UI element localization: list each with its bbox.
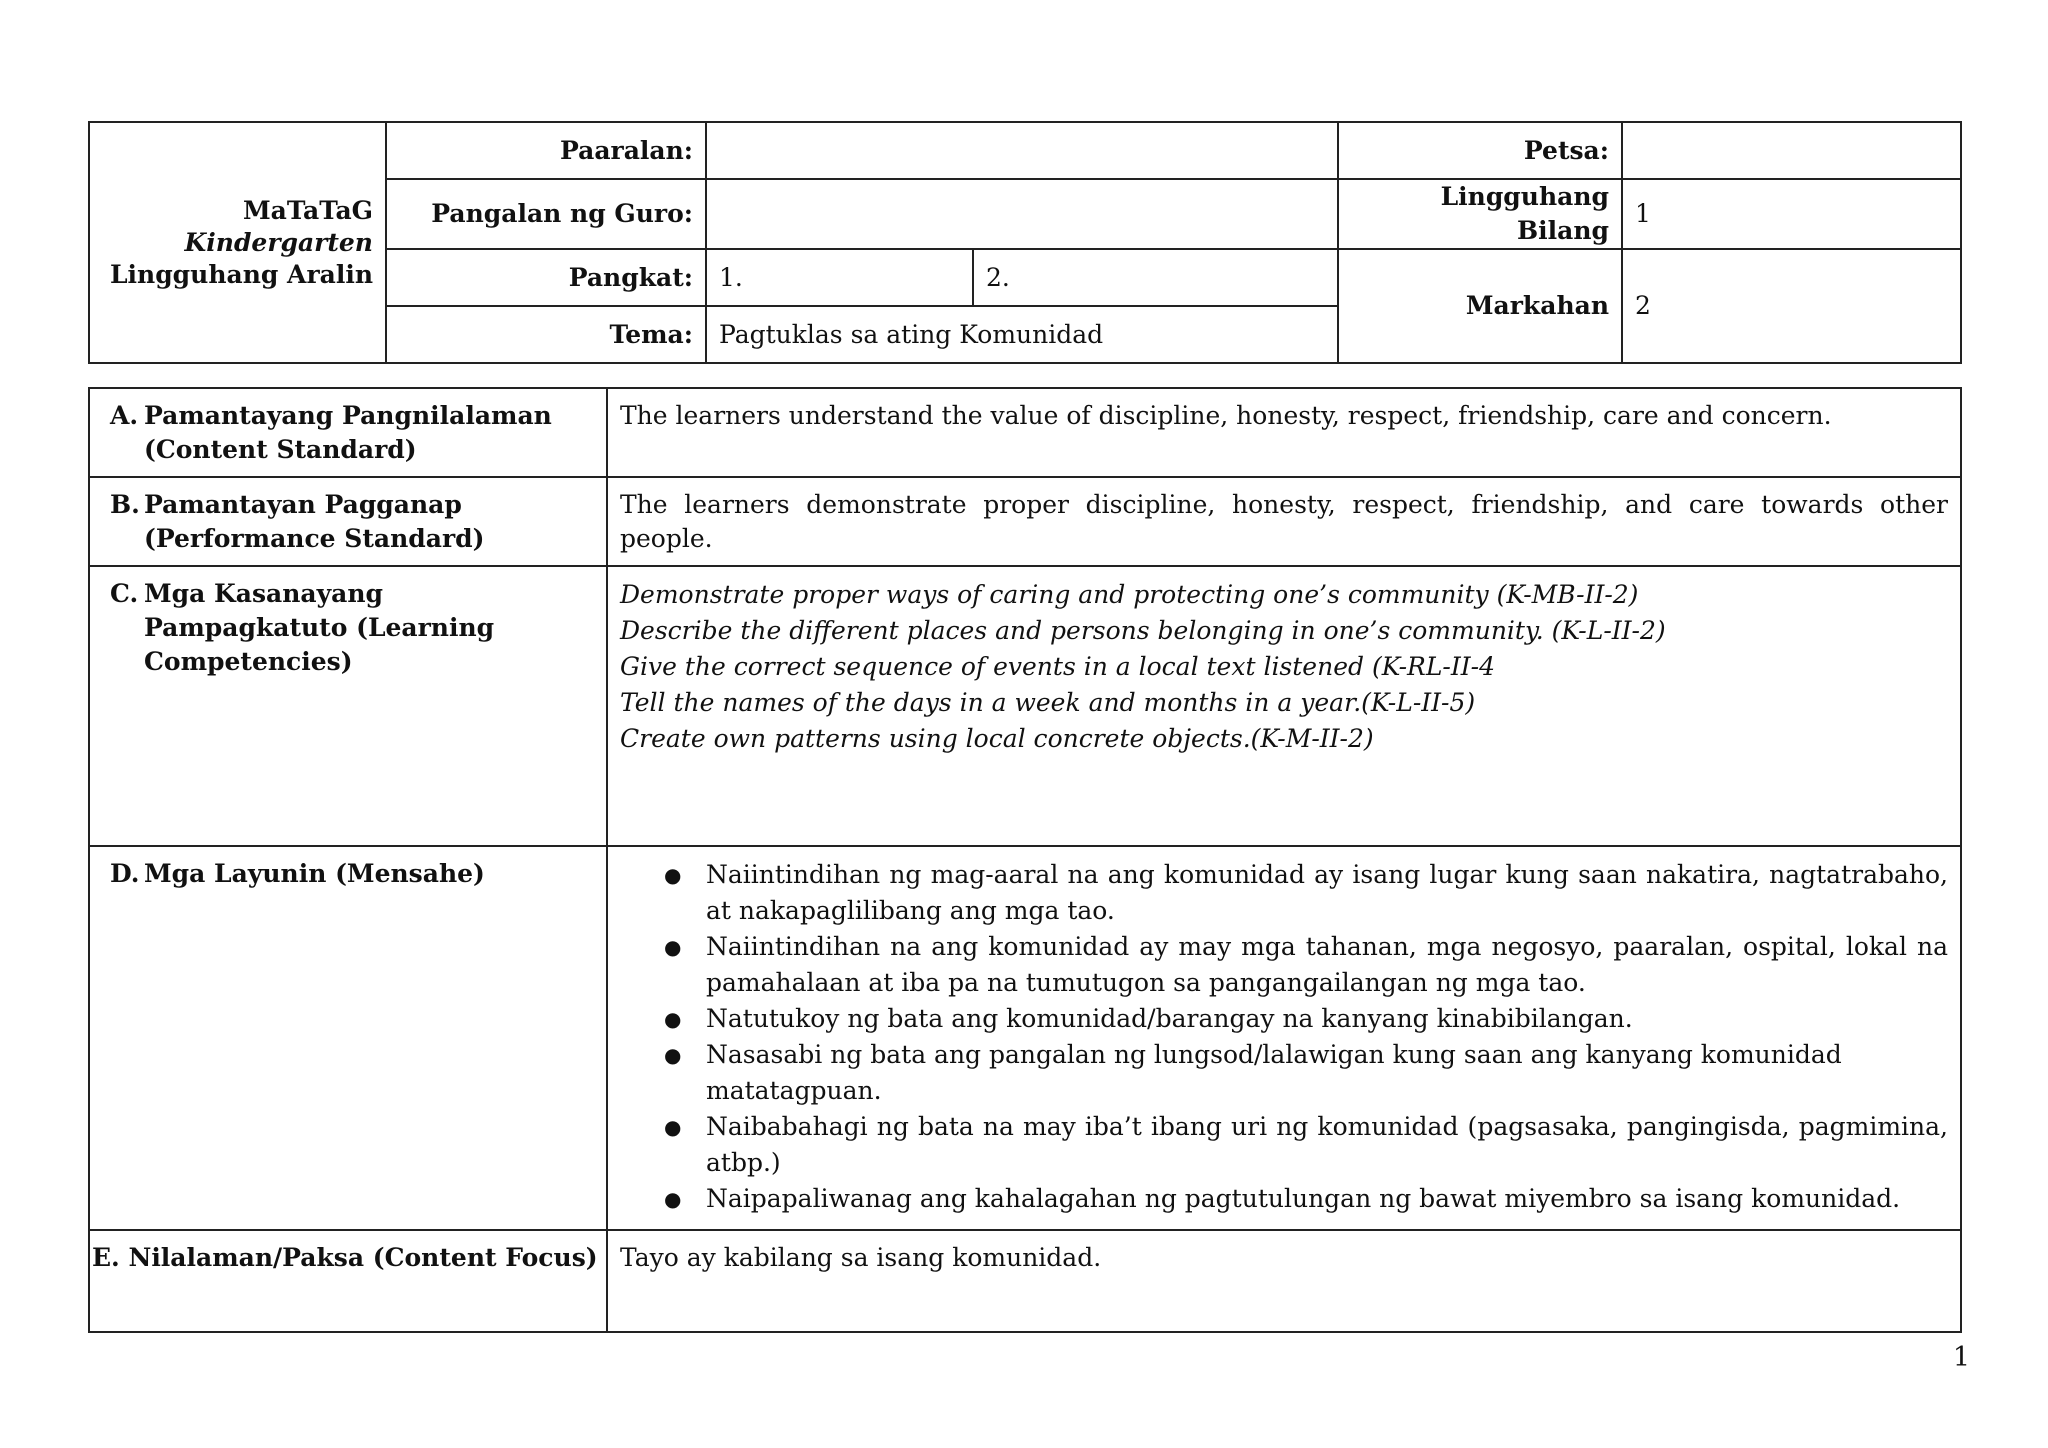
section-b-letter: B. — [110, 490, 140, 519]
section-b-label — [89, 477, 607, 566]
section-c-letter: C. — [110, 579, 139, 608]
section-a-label — [89, 388, 607, 477]
page-number: 1 — [1952, 1342, 1970, 1373]
section-e-label: E. Nilalaman/Paksa (Content Focus) — [89, 1230, 607, 1332]
pangkat-label: Pangkat: — [386, 249, 706, 306]
markahan-value[interactable]: 2 — [1622, 249, 1961, 363]
header-table — [88, 121, 1962, 364]
section-a-label-line2: (Content Standard) — [144, 435, 417, 464]
document-title — [89, 122, 386, 363]
objective-item: ● Naiintindihan ng mag-aaral na ang komunidad ay isang lugar kung saan nakatira, nagtatrabaho, at nakapaglilibang ang mga tao. — [706, 857, 1948, 929]
section-d-content — [607, 846, 1961, 1230]
section-b-label-line2: (Performance Standard) — [144, 524, 485, 553]
paaralan-field[interactable] — [706, 122, 1338, 179]
section-a-row — [89, 388, 1961, 477]
objective-item: ● Naibabahagi ng bata na may iba’t ibang uri ng komunidad (pagsasaka, pangingisda, pagmimina, atbp.) — [706, 1109, 1948, 1181]
objective-item: ● Naiintindihan na ang komunidad ay may mga tahanan, mga negosyo, paaralan, ospital, lokal na pamahalaan at iba pa na tumutugon sa pangangailangan ng mga tao. — [706, 929, 1948, 1001]
lingguhang-bilang-label: Lingguhang Bilang — [1338, 179, 1622, 249]
competency-item: Describe the different places and persons belonging in one’s community. (K-L-II-2) — [620, 616, 1666, 645]
tema-value[interactable]: Pagtuklas sa ating Komunidad — [706, 306, 1338, 363]
section-d-label — [89, 846, 607, 1230]
objective-item: ● Naipapaliwanag ang kahalagahan ng pagtutulungan ng bawat miyembro sa isang komunidad. — [706, 1181, 1948, 1217]
section-e-content: Tayo ay kabilang sa isang komunidad. — [607, 1230, 1961, 1332]
section-a-label-line1: Pamantayang Pangnilalaman — [144, 401, 552, 430]
markahan-label: Markahan — [1338, 249, 1622, 363]
section-a-content: The learners understand the value of discipline, honesty, respect, friendship, care and concern. — [607, 388, 1961, 477]
section-d-row — [89, 846, 1961, 1230]
lingguhang-bilang-value[interactable]: 1 — [1622, 179, 1961, 249]
section-c-content — [607, 566, 1961, 846]
competency-item: Give the correct sequence of events in a local text listened (K-RL-II-4 — [620, 652, 1495, 681]
section-c-row — [89, 566, 1961, 846]
title-line-2: Kindergarten — [184, 227, 373, 257]
objective-item: ● Nasasabi ng bata ang pangalan ng lungsod/lalawigan kung saan ang kanyang komunidad matatagpuan. — [706, 1037, 1948, 1109]
petsa-field[interactable] — [1622, 122, 1961, 179]
section-b-content: The learners demonstrate proper discipline, honesty, respect, friendship, and care towards other people. — [607, 477, 1961, 566]
section-b-row — [89, 477, 1961, 566]
pangkat-field-2[interactable]: 2. — [973, 249, 1338, 306]
section-d-label-text: Mga Layunin (Mensahe) — [144, 859, 485, 888]
section-d-letter: D. — [110, 859, 140, 888]
section-c-label — [89, 566, 607, 846]
section-a-letter: A. — [110, 401, 139, 430]
content-table — [88, 387, 1962, 1333]
competency-item: Demonstrate proper ways of caring and protecting one’s community (K-MB-II-2) — [620, 580, 1639, 609]
competency-item: Tell the names of the days in a week and months in a year.(K-L-II-5) — [620, 688, 1476, 717]
guro-label: Pangalan ng Guro: — [386, 179, 706, 249]
objectives-list — [620, 857, 1948, 1217]
tema-label: Tema: — [386, 306, 706, 363]
section-c-label-line2: Pampagkatuto (Learning — [144, 613, 495, 642]
section-c-label-line1: Mga Kasanayang — [144, 579, 384, 608]
title-line-1: MaTaTaG — [242, 195, 373, 225]
section-c-label-line3: Competencies) — [144, 647, 353, 676]
objective-item: ● Natutukoy ng bata ang komunidad/barangay na kanyang kinabibilangan. — [706, 1001, 1948, 1037]
section-e-row — [89, 1230, 1961, 1332]
petsa-label: Petsa: — [1338, 122, 1622, 179]
title-line-3: Lingguhang Aralin — [109, 259, 373, 289]
pangkat-field-1[interactable]: 1. — [706, 249, 973, 306]
competency-item: Create own patterns using local concrete objects.(K-M-II-2) — [620, 724, 1374, 753]
section-b-label-line1: Pamantayan Pagganap — [144, 490, 462, 519]
guro-field[interactable] — [706, 179, 1338, 249]
paaralan-label: Paaralan: — [386, 122, 706, 179]
